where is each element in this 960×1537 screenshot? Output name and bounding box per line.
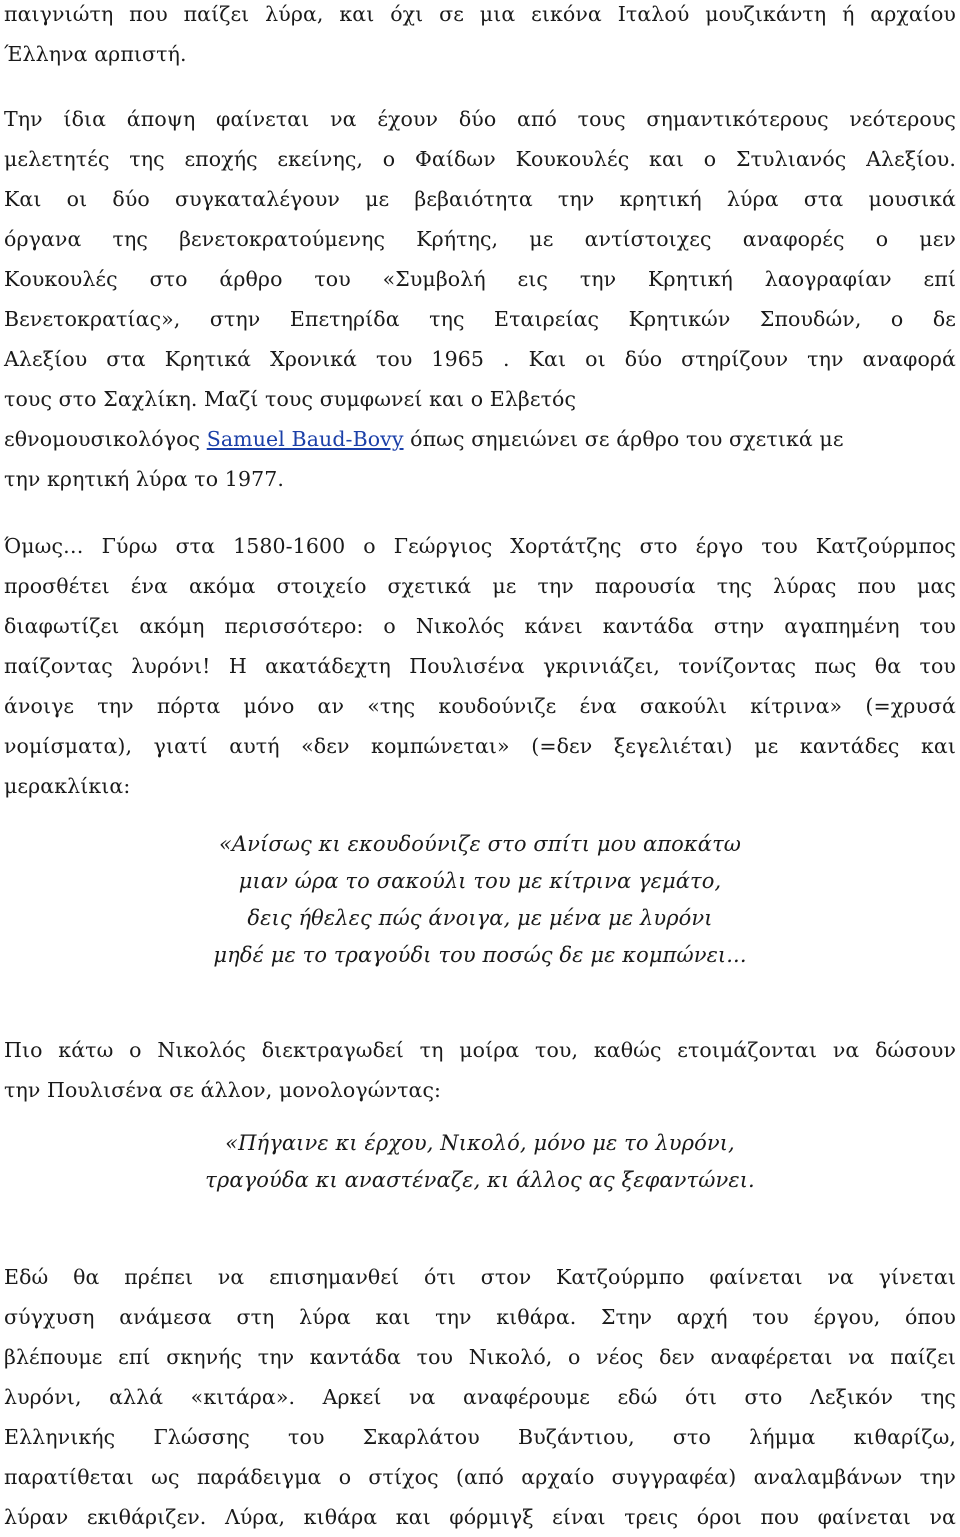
text-line: λύραν εκιθάριζεν. Λύρα, κιθάρα και φόρμιγξ είναι τρεις όροι που φαίνεται να: [4, 1505, 956, 1529]
text-line: νομίσματα), γιατί αυτή «δεν κομπώνεται» (=δεν ξεγελιέται) με καντάδες και: [4, 734, 956, 758]
paragraph-katzourbos: [4, 526, 956, 806]
text-line: λυρόνι, αλλά «κιτάρα». Αρκεί να αναφέρουμε εδώ ότι στο Λεξικόν της: [4, 1385, 956, 1409]
text-line: Έλληνα αρπιστή.: [4, 42, 187, 66]
text-line: προσθέτει ένα ακόμα στοιχείο σχετικά με την παρουσία της λύρας που μας: [4, 574, 956, 598]
poem-line: τραγούδα κι αναστέναζε, κι άλλος ας ξεφαντώνει.: [205, 1168, 755, 1192]
text-fragment: όπως σημειώνει σε άρθρο του σχετικά με: [403, 427, 844, 451]
text-line: την Πουλισένα σε άλλον, μονολογώντας:: [4, 1078, 442, 1102]
paragraph-lyra-kithara: [4, 1257, 956, 1537]
poem-line: μιαν ώρα το σακούλι του με κίτρινα γεμάτο,: [238, 869, 722, 893]
text-line: παίζοντας λυρόνι! Η ακατάδεχτη Πουλισένα γκρινιάζει, τονίζοντας πως θα του: [4, 654, 956, 678]
text-fragment: εθνομουσικολόγος: [4, 427, 207, 451]
paragraph-intro: [4, 0, 956, 74]
paragraph-scholars: [4, 99, 956, 499]
text-line: Την ίδια άποψη φαίνεται να έχουν δύο από τους σημαντικότερους νεότερους: [4, 107, 956, 131]
text-line: Βενετοκρατίας», στην Επετηρίδα της Εταιρείας Κρητικών Σπουδών, ο δε: [4, 307, 956, 331]
text-line: παιγνιώτη που παίζει λύρα, και όχι σε μια εικόνα Ιταλού μουζικάντη ή αρχαίου: [4, 2, 956, 26]
text-line: βλέπουμε επί σκηνής την καντάδα του Νικολό, ο νέος δεν αναφέρεται να παίζει: [4, 1345, 956, 1369]
text-line: παρατίθεται ως παράδειγμα ο στίχος (από αρχαίο συγγραφέα) αναλαμβάνων την: [4, 1465, 956, 1489]
text-line: Αλεξίου στα Κρητικά Χρονικά του 1965 . Και οι δύο στηρίζουν την αναφορά: [4, 347, 956, 371]
poem-line: «Πήγαινε κι έρχου, Νικολό, μόνο με το λυρόνι,: [225, 1131, 735, 1155]
text-line: διαφωτίζει ακόμη περισσότερο: ο Νικολός κάνει καντάδα στην αγαπημένη του: [4, 614, 956, 638]
text-line: Εδώ θα πρέπει να επισημανθεί ότι στον Κατζούρμπο φαίνεται να γίνεται: [4, 1265, 956, 1289]
text-line: άνοιγε την πόρτα μόνο αν «της κουδούνιζε ένα σακούλι κίτρινα» (=χρυσά: [4, 694, 956, 718]
poem-quote-2: [4, 1125, 956, 1199]
paragraph-nikolos: [4, 1030, 956, 1110]
poem-line: «Ανίσως κι εκουδούνιζε στο σπίτι μου αποκάτω: [218, 832, 742, 856]
text-line: Πιο κάτω ο Νικολός διεκτραγωδεί τη μοίρα του, καθώς ετοιμάζονται να δώσουν: [4, 1038, 956, 1062]
poem-line: μηδέ με το τραγούδι του ποσώς δε με κομπώνει...: [213, 943, 747, 967]
text-line: όργανα της βενετοκρατούμενης Κρήτης, με αντίστοιχες αναφορές ο μεν: [4, 227, 956, 251]
text-line: μελετητές της εποχής εκείνης, ο Φαίδων Κουκουλές και ο Στυλιανός Αλεξίου.: [4, 147, 956, 171]
samuel-baud-bovy-link[interactable]: Samuel Baud-Bovy: [206, 427, 404, 451]
poem-quote-1: [4, 826, 956, 974]
text-line: τους στο Σαχλίκη. Μαζί τους συμφωνεί και ο Ελβετός: [4, 387, 577, 411]
text-line: μερακλίκια:: [4, 774, 131, 798]
text-line: Και οι δύο συγκαταλέγουν με βεβαιότητα την κρητική λύρα στα μουσικά: [4, 187, 956, 211]
text-line: την κρητική λύρα το 1977.: [4, 467, 284, 491]
text-line: Ελληνικής Γλώσσης του Σκαρλάτου Βυζάντιου, στο λήμμα κιθαρίζω,: [4, 1425, 956, 1449]
text-line: σύγχυση ανάμεσα στη λύρα και την κιθάρα. Στην αρχή του έργου, όπου: [4, 1305, 956, 1329]
text-line: Κουκουλές στο άρθρο του «Συμβολή εις την Κρητική λαογραφίαν επί: [4, 267, 956, 291]
text-line: Όμως… Γύρω στα 1580-1600 ο Γεώργιος Χορτάτζης στο έργο του Κατζούρμπος: [4, 534, 956, 558]
poem-line: δεις ήθελες πώς άνοιγα, με μένα με λυρόνι: [247, 906, 713, 930]
text-line-with-link: [4, 419, 956, 459]
